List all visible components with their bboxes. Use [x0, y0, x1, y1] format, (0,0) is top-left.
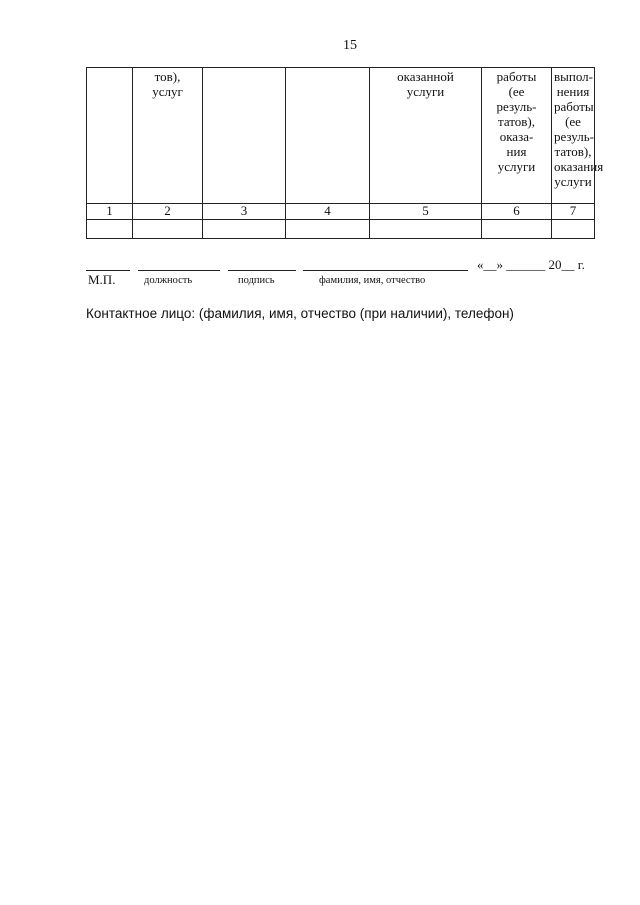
contact-line: Контактное лицо: (фамилия, имя, отчество (при наличии), телефон): [86, 306, 514, 321]
column-number-row: [87, 204, 595, 220]
name-line: [303, 270, 468, 271]
column-number: 2: [133, 204, 203, 220]
header-cell-3: [203, 68, 286, 204]
table-cell: [286, 220, 370, 239]
column-number: 4: [286, 204, 370, 220]
signature-line: [228, 270, 296, 271]
position-label: должность: [144, 275, 193, 286]
column-number: 3: [203, 204, 286, 220]
position-line: [138, 270, 220, 271]
name-label: фамилия, имя, отчество: [319, 275, 426, 286]
header-cell-5: оказанной услуги: [370, 68, 482, 204]
table-cell: [87, 220, 133, 239]
stamp-line: [86, 270, 130, 271]
report-table: [86, 67, 604, 239]
stamp-label: М.П.: [88, 272, 116, 287]
column-number: 1: [87, 204, 133, 220]
header-cell-6: работы (ее резуль- татов), оказа- ния услуги: [482, 68, 552, 204]
signature-label: подпись: [238, 275, 275, 286]
date-field: «__» ______ 20__ г.: [477, 257, 585, 272]
column-number: 6: [482, 204, 552, 220]
table-cell: [370, 220, 482, 239]
column-number: 7: [552, 204, 595, 220]
page-number: 15: [343, 38, 357, 53]
table-row: [87, 220, 595, 239]
header-cell-4: [286, 68, 370, 204]
header-cell-1: [87, 68, 133, 204]
table-cell: [482, 220, 552, 239]
header-cell-2: тов), услуг: [133, 68, 203, 204]
table-cell: [203, 220, 286, 239]
table-cell: [552, 220, 595, 239]
header-cell-7: выпол- нения работы (ее резуль- татов), оказания услуги: [552, 68, 595, 204]
table-header-row: [87, 68, 595, 204]
table-cell: [133, 220, 203, 239]
column-number: 5: [370, 204, 482, 220]
